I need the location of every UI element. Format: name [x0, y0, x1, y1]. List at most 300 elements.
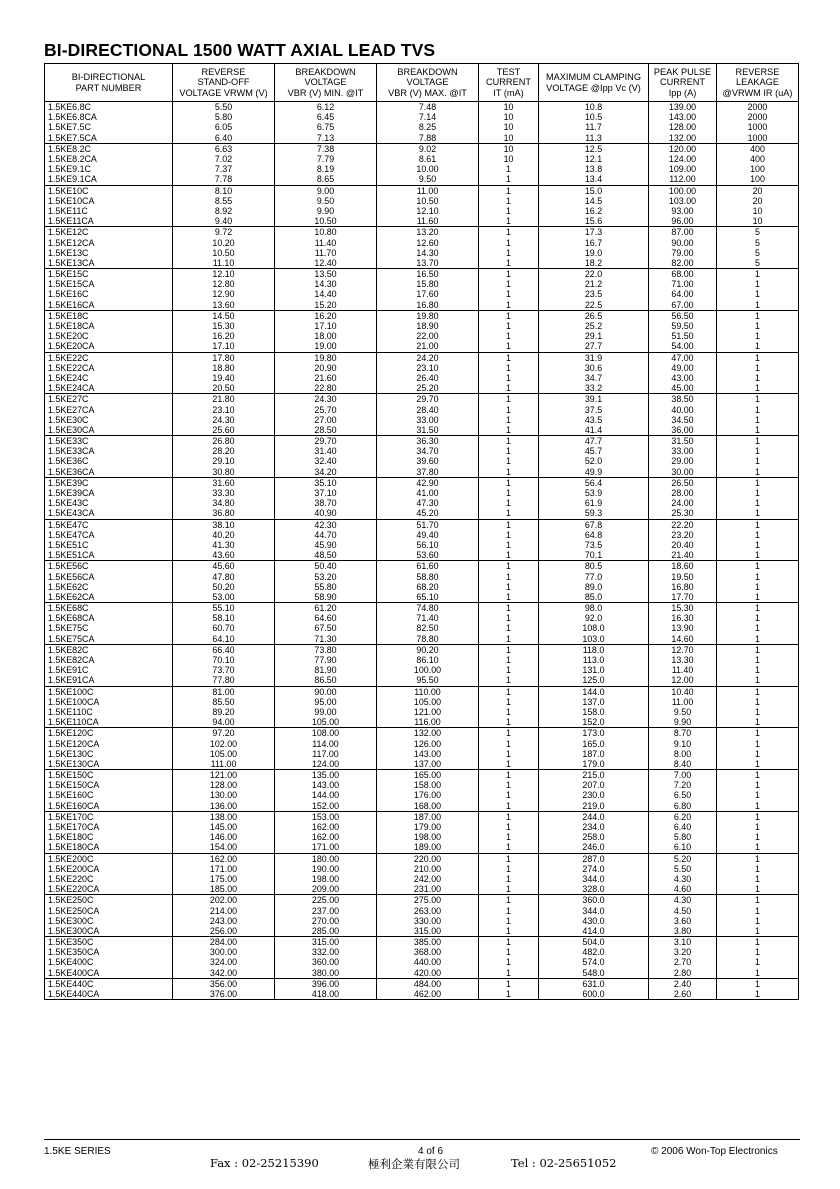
cell-reverse-leakage: 1: [717, 394, 799, 405]
cell-breakdown-max: 9.02: [377, 143, 479, 154]
cell-test-current: 1: [479, 206, 539, 216]
cell-breakdown-min: 20.90: [275, 363, 377, 373]
cell-part-number: 1.5KE6.8CA: [45, 112, 173, 122]
cell-peak-pulse-current: 64.00: [649, 289, 717, 299]
cell-clamping-voltage: 10.5: [539, 112, 649, 122]
cell-clamping-voltage: 45.7: [539, 446, 649, 456]
cell-breakdown-min: 162.00: [275, 822, 377, 832]
cell-clamping-voltage: 16.7: [539, 237, 649, 247]
cell-reverse-leakage: 1: [717, 425, 799, 436]
cell-peak-pulse-current: 4.50: [649, 905, 717, 915]
cell-breakdown-min: 124.00: [275, 759, 377, 770]
cell-part-number: 1.5KE39C: [45, 477, 173, 488]
cell-breakdown-min: 28.50: [275, 425, 377, 436]
cell-test-current: 1: [479, 164, 539, 174]
cell-peak-pulse-current: 3.60: [649, 916, 717, 926]
cell-test-current: 1: [479, 978, 539, 989]
cell-standoff-voltage: 24.30: [173, 415, 275, 425]
cell-peak-pulse-current: 79.00: [649, 248, 717, 258]
cell-breakdown-max: 21.00: [377, 341, 479, 352]
cell-clamping-voltage: 70.1: [539, 550, 649, 561]
cell-reverse-leakage: 1: [717, 321, 799, 331]
cell-reverse-leakage: 1: [717, 749, 799, 759]
cell-part-number: 1.5KE200CA: [45, 864, 173, 874]
cell-breakdown-max: 440.00: [377, 957, 479, 967]
cell-clamping-voltage: 207.0: [539, 780, 649, 790]
cell-breakdown-min: 99.00: [275, 707, 377, 717]
cell-standoff-voltage: 136.00: [173, 801, 275, 812]
cell-clamping-voltage: 19.0: [539, 248, 649, 258]
cell-breakdown-min: 27.00: [275, 415, 377, 425]
cell-breakdown-min: 15.20: [275, 300, 377, 311]
cell-part-number: 1.5KE100CA: [45, 697, 173, 707]
footer-series: 1.5KE SERIES: [44, 1146, 111, 1157]
cell-standoff-voltage: 28.20: [173, 446, 275, 456]
cell-peak-pulse-current: 2.40: [649, 978, 717, 989]
cell-breakdown-max: 15.80: [377, 279, 479, 289]
cell-breakdown-max: 105.00: [377, 697, 479, 707]
cell-test-current: 1: [479, 717, 539, 728]
cell-peak-pulse-current: 132.00: [649, 133, 717, 144]
cell-standoff-voltage: 11.10: [173, 258, 275, 269]
cell-standoff-voltage: 6.05: [173, 122, 275, 132]
cell-peak-pulse-current: 90.00: [649, 237, 717, 247]
cell-breakdown-max: 58.80: [377, 571, 479, 581]
cell-test-current: 1: [479, 373, 539, 383]
cell-peak-pulse-current: 49.00: [649, 363, 717, 373]
cell-standoff-voltage: 10.20: [173, 237, 275, 247]
cell-reverse-leakage: 1: [717, 738, 799, 748]
cell-reverse-leakage: 1: [717, 341, 799, 352]
cell-peak-pulse-current: 47.00: [649, 352, 717, 363]
table-row: [45, 498, 799, 508]
cell-breakdown-min: 209.00: [275, 884, 377, 895]
cell-part-number: 1.5KE150C: [45, 770, 173, 781]
cell-breakdown-max: 10.50: [377, 196, 479, 206]
cell-breakdown-min: 9.50: [275, 196, 377, 206]
cell-standoff-voltage: 85.50: [173, 697, 275, 707]
cell-test-current: 1: [479, 801, 539, 812]
cell-standoff-voltage: 9.40: [173, 216, 275, 227]
cell-breakdown-min: 55.80: [275, 582, 377, 592]
cell-standoff-voltage: 29.10: [173, 456, 275, 466]
cell-part-number: 1.5KE20C: [45, 331, 173, 341]
cell-test-current: 1: [479, 436, 539, 447]
cell-part-number: 1.5KE47C: [45, 519, 173, 530]
cell-reverse-leakage: 1: [717, 289, 799, 299]
cell-peak-pulse-current: 7.00: [649, 770, 717, 781]
cell-part-number: 1.5KE110C: [45, 707, 173, 717]
table-row: [45, 686, 799, 697]
cell-breakdown-max: 65.10: [377, 592, 479, 603]
cell-standoff-voltage: 12.90: [173, 289, 275, 299]
cell-clamping-voltage: 13.8: [539, 164, 649, 174]
cell-peak-pulse-current: 6.10: [649, 842, 717, 853]
cell-part-number: 1.5KE250C: [45, 895, 173, 906]
cell-part-number: 1.5KE18C: [45, 310, 173, 321]
cell-standoff-voltage: 31.60: [173, 477, 275, 488]
cell-breakdown-min: 270.00: [275, 916, 377, 926]
cell-test-current: 1: [479, 634, 539, 645]
cell-clamping-voltage: 26.5: [539, 310, 649, 321]
cell-clamping-voltage: 77.0: [539, 571, 649, 581]
cell-test-current: 1: [479, 874, 539, 884]
cell-clamping-voltage: 103.0: [539, 634, 649, 645]
cell-breakdown-max: 26.40: [377, 373, 479, 383]
cell-peak-pulse-current: 11.40: [649, 665, 717, 675]
cell-reverse-leakage: 400: [717, 154, 799, 164]
cell-test-current: 1: [479, 446, 539, 456]
table-row: [45, 801, 799, 812]
cell-standoff-voltage: 171.00: [173, 864, 275, 874]
cell-breakdown-min: 40.90: [275, 508, 377, 519]
cell-reverse-leakage: 1: [717, 415, 799, 425]
cell-test-current: 1: [479, 237, 539, 247]
cell-part-number: 1.5KE8.2C: [45, 143, 173, 154]
table-row: [45, 185, 799, 196]
cell-peak-pulse-current: 112.00: [649, 174, 717, 185]
cell-reverse-leakage: 1: [717, 864, 799, 874]
cell-peak-pulse-current: 13.30: [649, 655, 717, 665]
cell-standoff-voltage: 18.80: [173, 363, 275, 373]
cell-breakdown-min: 7.13: [275, 133, 377, 144]
header-clamping-voltage: MAXIMUM CLAMPING VOLTAGE @Ipp Vc (V): [539, 64, 649, 102]
cell-breakdown-min: 53.20: [275, 571, 377, 581]
table-row: [45, 446, 799, 456]
cell-test-current: 1: [479, 989, 539, 1000]
cell-test-current: 1: [479, 196, 539, 206]
cell-test-current: 1: [479, 341, 539, 352]
cell-breakdown-max: 68.20: [377, 582, 479, 592]
cell-breakdown-min: 71.30: [275, 634, 377, 645]
table-row: [45, 697, 799, 707]
cell-breakdown-max: 41.00: [377, 488, 479, 498]
cell-clamping-voltage: 12.5: [539, 143, 649, 154]
cell-breakdown-max: 189.00: [377, 842, 479, 853]
cell-reverse-leakage: 5: [717, 237, 799, 247]
cell-clamping-voltage: 98.0: [539, 603, 649, 614]
cell-breakdown-max: 484.00: [377, 978, 479, 989]
cell-reverse-leakage: 1: [717, 582, 799, 592]
cell-test-current: 10: [479, 122, 539, 132]
cell-standoff-voltage: 55.10: [173, 603, 275, 614]
cell-clamping-voltage: 25.2: [539, 321, 649, 331]
cell-breakdown-min: 105.00: [275, 717, 377, 728]
cell-reverse-leakage: 1: [717, 603, 799, 614]
cell-breakdown-min: 11.70: [275, 248, 377, 258]
cell-part-number: 1.5KE11CA: [45, 216, 173, 227]
cell-reverse-leakage: 1: [717, 884, 799, 895]
cell-standoff-voltage: 47.80: [173, 571, 275, 581]
cell-part-number: 1.5KE130C: [45, 749, 173, 759]
cell-part-number: 1.5KE18CA: [45, 321, 173, 331]
cell-standoff-voltage: 185.00: [173, 884, 275, 895]
cell-part-number: 1.5KE200C: [45, 853, 173, 864]
cell-standoff-voltage: 58.10: [173, 613, 275, 623]
table-row: [45, 258, 799, 269]
cell-test-current: 10: [479, 143, 539, 154]
cell-clamping-voltage: 108.0: [539, 623, 649, 633]
cell-part-number: 1.5KE440CA: [45, 989, 173, 1000]
cell-reverse-leakage: 1: [717, 822, 799, 832]
cell-breakdown-max: 220.00: [377, 853, 479, 864]
cell-part-number: 1.5KE400C: [45, 957, 173, 967]
table-row: [45, 174, 799, 185]
cell-breakdown-min: 34.20: [275, 467, 377, 478]
cell-peak-pulse-current: 36.00: [649, 425, 717, 436]
cell-breakdown-min: 6.75: [275, 122, 377, 132]
cell-peak-pulse-current: 6.20: [649, 811, 717, 822]
cell-test-current: 10: [479, 102, 539, 113]
cell-peak-pulse-current: 45.00: [649, 383, 717, 394]
cell-breakdown-max: 49.40: [377, 530, 479, 540]
cell-reverse-leakage: 1: [717, 310, 799, 321]
cell-clamping-voltage: 22.0: [539, 269, 649, 280]
cell-test-current: 1: [479, 957, 539, 967]
cell-test-current: 1: [479, 728, 539, 739]
cell-reverse-leakage: 1: [717, 613, 799, 623]
cell-test-current: 1: [479, 895, 539, 906]
cell-peak-pulse-current: 82.00: [649, 258, 717, 269]
cell-breakdown-min: 45.90: [275, 540, 377, 550]
table-row: [45, 289, 799, 299]
table-row: [45, 550, 799, 561]
tvs-spec-table: [44, 63, 799, 1000]
cell-breakdown-max: 34.70: [377, 446, 479, 456]
cell-breakdown-max: 110.00: [377, 686, 479, 697]
cell-peak-pulse-current: 2.60: [649, 989, 717, 1000]
cell-part-number: 1.5KE16C: [45, 289, 173, 299]
cell-reverse-leakage: 1: [717, 697, 799, 707]
cell-standoff-voltage: 41.30: [173, 540, 275, 550]
cell-part-number: 1.5KE180CA: [45, 842, 173, 853]
cell-part-number: 1.5KE39CA: [45, 488, 173, 498]
cell-part-number: 1.5KE6.8C: [45, 102, 173, 113]
cell-clamping-voltage: 600.0: [539, 989, 649, 1000]
cell-clamping-voltage: 61.9: [539, 498, 649, 508]
cell-clamping-voltage: 113.0: [539, 655, 649, 665]
cell-reverse-leakage: 1: [717, 446, 799, 456]
cell-clamping-voltage: 34.7: [539, 373, 649, 383]
cell-breakdown-max: 86.10: [377, 655, 479, 665]
cell-test-current: 1: [479, 603, 539, 614]
cell-test-current: 1: [479, 561, 539, 572]
cell-reverse-leakage: 1: [717, 279, 799, 289]
header-breakdown-min: BREAKDOWN VOLTAGE VBR (V) MIN. @IT: [275, 64, 377, 102]
cell-breakdown-max: 8.61: [377, 154, 479, 164]
cell-breakdown-max: 23.10: [377, 363, 479, 373]
cell-clamping-voltage: 230.0: [539, 790, 649, 800]
cell-breakdown-min: 162.00: [275, 832, 377, 842]
cell-standoff-voltage: 12.10: [173, 269, 275, 280]
cell-clamping-voltage: 118.0: [539, 644, 649, 655]
cell-part-number: 1.5KE91C: [45, 665, 173, 675]
cell-test-current: 1: [479, 592, 539, 603]
cell-reverse-leakage: 1: [717, 770, 799, 781]
cell-test-current: 1: [479, 937, 539, 948]
footer-tel: Tel : 02-25651052: [511, 1156, 617, 1170]
cell-breakdown-min: 37.10: [275, 488, 377, 498]
cell-peak-pulse-current: 6.50: [649, 790, 717, 800]
cell-breakdown-max: 95.50: [377, 675, 479, 686]
cell-part-number: 1.5KE47CA: [45, 530, 173, 540]
cell-standoff-voltage: 7.78: [173, 174, 275, 185]
table-header-row: [45, 64, 799, 102]
cell-breakdown-max: 132.00: [377, 728, 479, 739]
table-row: [45, 853, 799, 864]
table-row: [45, 675, 799, 686]
cell-standoff-voltage: 70.10: [173, 655, 275, 665]
cell-reverse-leakage: 1: [717, 269, 799, 280]
cell-peak-pulse-current: 71.00: [649, 279, 717, 289]
cell-breakdown-min: 114.00: [275, 738, 377, 748]
cell-test-current: 1: [479, 227, 539, 238]
cell-test-current: 1: [479, 884, 539, 895]
cell-reverse-leakage: 1: [717, 989, 799, 1000]
cell-standoff-voltage: 214.00: [173, 905, 275, 915]
cell-reverse-leakage: 1: [717, 790, 799, 800]
table-row: [45, 300, 799, 311]
cell-test-current: 1: [479, 508, 539, 519]
table-row: [45, 122, 799, 132]
cell-clamping-voltage: 49.9: [539, 467, 649, 478]
cell-breakdown-max: 78.80: [377, 634, 479, 645]
table-row: [45, 832, 799, 842]
cell-standoff-voltage: 243.00: [173, 916, 275, 926]
cell-clamping-voltage: 144.0: [539, 686, 649, 697]
cell-breakdown-min: 380.00: [275, 968, 377, 979]
table-row: [45, 227, 799, 238]
cell-clamping-voltage: 10.8: [539, 102, 649, 113]
cell-reverse-leakage: 1: [717, 937, 799, 948]
cell-test-current: 1: [479, 467, 539, 478]
cell-breakdown-min: 360.00: [275, 957, 377, 967]
cell-reverse-leakage: 1: [717, 456, 799, 466]
cell-part-number: 1.5KE12C: [45, 227, 173, 238]
cell-test-current: 1: [479, 707, 539, 717]
cell-part-number: 1.5KE250CA: [45, 905, 173, 915]
cell-breakdown-max: 11.00: [377, 185, 479, 196]
cell-clamping-voltage: 504.0: [539, 937, 649, 948]
table-row: [45, 780, 799, 790]
table-row: [45, 738, 799, 748]
table-row: [45, 279, 799, 289]
cell-breakdown-max: 37.80: [377, 467, 479, 478]
cell-clamping-voltage: 187.0: [539, 749, 649, 759]
table-row: [45, 404, 799, 414]
cell-peak-pulse-current: 3.10: [649, 937, 717, 948]
cell-clamping-voltage: 64.8: [539, 530, 649, 540]
cell-standoff-voltage: 128.00: [173, 780, 275, 790]
cell-reverse-leakage: 1: [717, 634, 799, 645]
cell-reverse-leakage: 2000: [717, 112, 799, 122]
cell-breakdown-max: 25.20: [377, 383, 479, 394]
cell-breakdown-min: 108.00: [275, 728, 377, 739]
table-row: [45, 916, 799, 926]
cell-breakdown-min: 17.10: [275, 321, 377, 331]
cell-clamping-voltage: 31.9: [539, 352, 649, 363]
cell-standoff-voltage: 7.37: [173, 164, 275, 174]
table-row: [45, 603, 799, 614]
cell-standoff-voltage: 60.70: [173, 623, 275, 633]
cell-clamping-voltage: 287.0: [539, 853, 649, 864]
cell-part-number: 1.5KE10CA: [45, 196, 173, 206]
cell-breakdown-max: 385.00: [377, 937, 479, 948]
cell-reverse-leakage: 1: [717, 675, 799, 686]
table-row: [45, 582, 799, 592]
cell-part-number: 1.5KE24C: [45, 373, 173, 383]
cell-test-current: 1: [479, 174, 539, 185]
cell-breakdown-min: 22.80: [275, 383, 377, 394]
cell-breakdown-max: 168.00: [377, 801, 479, 812]
table-row: [45, 874, 799, 884]
cell-part-number: 1.5KE24CA: [45, 383, 173, 394]
cell-test-current: 1: [479, 258, 539, 269]
cell-peak-pulse-current: 68.00: [649, 269, 717, 280]
table-row: [45, 634, 799, 645]
cell-peak-pulse-current: 40.00: [649, 404, 717, 414]
cell-breakdown-max: 158.00: [377, 780, 479, 790]
cell-clamping-voltage: 43.5: [539, 415, 649, 425]
table-row: [45, 363, 799, 373]
cell-test-current: 1: [479, 310, 539, 321]
header-test-current: TEST CURRENT IT (mA): [479, 64, 539, 102]
table-row: [45, 352, 799, 363]
cell-clamping-voltage: 13.4: [539, 174, 649, 185]
cell-part-number: 1.5KE9.1CA: [45, 174, 173, 185]
cell-peak-pulse-current: 17.70: [649, 592, 717, 603]
cell-part-number: 1.5KE75CA: [45, 634, 173, 645]
cell-peak-pulse-current: 9.90: [649, 717, 717, 728]
cell-part-number: 1.5KE68C: [45, 603, 173, 614]
cell-breakdown-min: 81.90: [275, 665, 377, 675]
cell-test-current: 1: [479, 832, 539, 842]
cell-breakdown-min: 7.38: [275, 143, 377, 154]
cell-part-number: 1.5KE82CA: [45, 655, 173, 665]
cell-part-number: 1.5KE220CA: [45, 884, 173, 895]
cell-standoff-voltage: 40.20: [173, 530, 275, 540]
cell-test-current: 1: [479, 822, 539, 832]
cell-peak-pulse-current: 6.40: [649, 822, 717, 832]
cell-standoff-voltage: 121.00: [173, 770, 275, 781]
cell-breakdown-max: 36.30: [377, 436, 479, 447]
cell-breakdown-max: 11.60: [377, 216, 479, 227]
cell-reverse-leakage: 1: [717, 947, 799, 957]
table-row: [45, 248, 799, 258]
cell-peak-pulse-current: 4.30: [649, 874, 717, 884]
cell-peak-pulse-current: 21.40: [649, 550, 717, 561]
cell-peak-pulse-current: 29.00: [649, 456, 717, 466]
cell-peak-pulse-current: 128.00: [649, 122, 717, 132]
table-row: [45, 519, 799, 530]
cell-reverse-leakage: 20: [717, 196, 799, 206]
cell-clamping-voltage: 173.0: [539, 728, 649, 739]
cell-clamping-voltage: 73.5: [539, 540, 649, 550]
cell-standoff-voltage: 145.00: [173, 822, 275, 832]
cell-breakdown-max: 22.00: [377, 331, 479, 341]
table-row: [45, 728, 799, 739]
cell-test-current: 1: [479, 415, 539, 425]
cell-peak-pulse-current: 19.50: [649, 571, 717, 581]
cell-test-current: 1: [479, 185, 539, 196]
cell-part-number: 1.5KE12CA: [45, 237, 173, 247]
table-row: [45, 665, 799, 675]
cell-reverse-leakage: 1000: [717, 122, 799, 132]
cell-breakdown-min: 25.70: [275, 404, 377, 414]
cell-standoff-voltage: 10.50: [173, 248, 275, 258]
table-row: [45, 425, 799, 436]
cell-part-number: 1.5KE30CA: [45, 425, 173, 436]
